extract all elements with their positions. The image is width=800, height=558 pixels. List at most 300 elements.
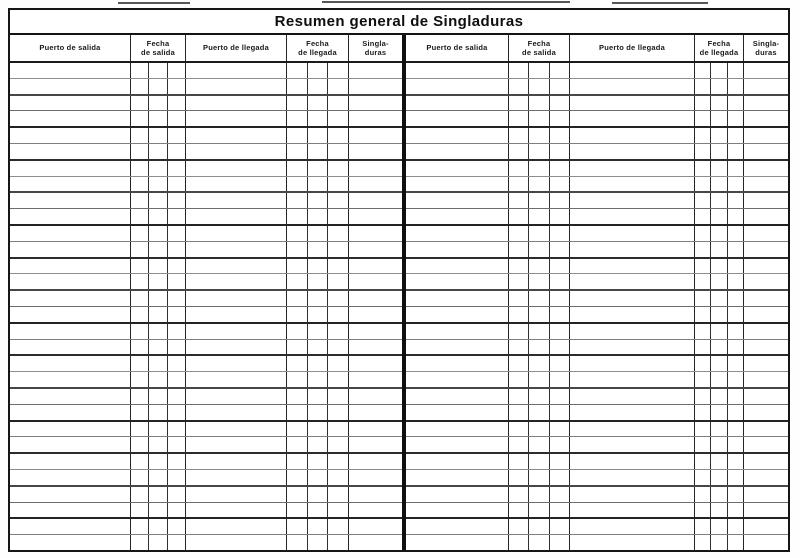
cell-fecha-sub: [167, 519, 185, 534]
cell-puerto-salida: [10, 274, 130, 289]
cell-fecha-sub: [710, 422, 726, 437]
cell-fecha-sub: [131, 422, 148, 437]
cell-fecha-sub: [307, 144, 328, 159]
cell-fecha-salida: [508, 291, 569, 306]
table-row: [10, 420, 402, 437]
table-half-left: [10, 35, 402, 550]
cell-puerto-salida: [10, 96, 130, 111]
table-row: [406, 420, 788, 437]
cell-puerto-salida: [10, 503, 130, 518]
cell-fecha-llegada: [286, 535, 348, 550]
cell-fecha-llegada: [694, 242, 743, 257]
cell-fecha-sub: [695, 161, 710, 176]
cell-puerto-salida: [10, 437, 130, 452]
cell-fecha-sub: [307, 63, 328, 78]
cell-fecha-sub: [287, 161, 307, 176]
cell-fecha-salida: [508, 79, 569, 94]
cell-fecha-sub: [307, 274, 328, 289]
cell-puerto-llegada: [185, 372, 286, 387]
cell-puerto-llegada: [185, 161, 286, 176]
column-header-singladuras: [743, 35, 788, 61]
form-title: Resumen general de Singladuras: [274, 13, 524, 30]
cell-fecha-salida: [508, 437, 569, 452]
cell-puerto-salida: [406, 372, 508, 387]
table-row: [406, 143, 788, 159]
cell-fecha-sub: [710, 242, 726, 257]
cell-fecha-sub: [710, 324, 726, 339]
cell-fecha-sub: [287, 535, 307, 550]
cell-fecha-sub: [287, 405, 307, 420]
cell-fecha-llegada: [286, 437, 348, 452]
cell-fecha-sub: [549, 324, 569, 339]
cell-fecha-salida: [130, 437, 185, 452]
cell-fecha-sub: [148, 209, 166, 224]
cell-fecha-sub: [167, 128, 185, 143]
cell-fecha-salida: [508, 307, 569, 322]
cell-fecha-sub: [549, 307, 569, 322]
cell-fecha-llegada: [694, 226, 743, 241]
cell-fecha-sub: [327, 259, 348, 274]
cell-puerto-salida: [10, 422, 130, 437]
cell-singladuras: [348, 389, 402, 404]
cell-fecha-sub: [148, 177, 166, 192]
cell-fecha-salida: [508, 177, 569, 192]
cell-fecha-sub: [307, 226, 328, 241]
cell-fecha-sub: [131, 454, 148, 469]
cell-fecha-sub: [695, 209, 710, 224]
cell-puerto-salida: [406, 96, 508, 111]
cell-puerto-llegada: [569, 259, 694, 274]
cell-fecha-salida: [130, 389, 185, 404]
table-row: [10, 94, 402, 111]
cell-fecha-llegada: [286, 519, 348, 534]
header-label: Fecha: [146, 38, 170, 48]
cell-fecha-sub: [549, 226, 569, 241]
cell-fecha-llegada: [286, 177, 348, 192]
table-row: [10, 63, 402, 78]
table-row: [406, 289, 788, 306]
cell-fecha-llegada: [286, 487, 348, 502]
cell-fecha-llegada: [694, 274, 743, 289]
cell-puerto-llegada: [569, 177, 694, 192]
cell-fecha-sub: [287, 274, 307, 289]
cell-fecha-salida: [508, 96, 569, 111]
cell-puerto-llegada: [569, 144, 694, 159]
cell-fecha-sub: [549, 487, 569, 502]
cell-puerto-llegada: [569, 274, 694, 289]
cell-fecha-sub: [131, 161, 148, 176]
cell-puerto-salida: [406, 63, 508, 78]
cell-fecha-sub: [148, 487, 166, 502]
cell-fecha-sub: [528, 470, 548, 485]
table-row: [406, 534, 788, 550]
cell-fecha-sub: [287, 226, 307, 241]
cell-fecha-sub: [327, 226, 348, 241]
cell-puerto-salida: [406, 389, 508, 404]
cell-puerto-salida: [10, 226, 130, 241]
cell-fecha-sub: [509, 372, 528, 387]
cell-fecha-salida: [130, 259, 185, 274]
cell-fecha-sub: [695, 193, 710, 208]
cell-fecha-salida: [130, 242, 185, 257]
cell-fecha-sub: [131, 503, 148, 518]
cell-singladuras: [743, 372, 788, 387]
cell-singladuras: [743, 177, 788, 192]
cell-fecha-sub: [695, 535, 710, 550]
cell-singladuras: [743, 128, 788, 143]
cell-puerto-salida: [406, 177, 508, 192]
cell-fecha-sub: [307, 291, 328, 306]
cell-fecha-sub: [528, 111, 548, 126]
table-row: [406, 502, 788, 518]
cell-fecha-llegada: [694, 209, 743, 224]
cell-fecha-llegada: [286, 405, 348, 420]
cell-fecha-sub: [287, 177, 307, 192]
cell-fecha-sub: [167, 356, 185, 371]
table-row: [10, 354, 402, 371]
cell-fecha-sub: [327, 324, 348, 339]
cell-puerto-salida: [10, 487, 130, 502]
cell-fecha-sub: [695, 356, 710, 371]
cell-fecha-sub: [528, 503, 548, 518]
cell-fecha-sub: [528, 177, 548, 192]
cell-fecha-llegada: [286, 209, 348, 224]
cell-puerto-llegada: [185, 111, 286, 126]
table-row: [10, 452, 402, 469]
cell-puerto-llegada: [569, 63, 694, 78]
cell-puerto-llegada: [569, 470, 694, 485]
cell-fecha-sub: [327, 128, 348, 143]
cell-fecha-sub: [327, 144, 348, 159]
cell-fecha-salida: [130, 274, 185, 289]
cell-fecha-sub: [695, 96, 710, 111]
cell-fecha-sub: [148, 389, 166, 404]
cell-puerto-llegada: [185, 274, 286, 289]
cell-fecha-sub: [695, 324, 710, 339]
cell-fecha-llegada: [286, 242, 348, 257]
cell-fecha-sub: [167, 340, 185, 355]
cell-fecha-salida: [508, 519, 569, 534]
cell-fecha-llegada: [286, 226, 348, 241]
cell-fecha-sub: [727, 63, 743, 78]
cell-puerto-llegada: [185, 422, 286, 437]
cell-fecha-sub: [528, 487, 548, 502]
column-header-fecha-llegada: [694, 35, 743, 61]
cell-fecha-sub: [148, 259, 166, 274]
cell-fecha-sub: [307, 535, 328, 550]
cell-fecha-sub: [528, 193, 548, 208]
cell-fecha-sub: [327, 356, 348, 371]
table-row: [406, 78, 788, 94]
cell-fecha-sub: [549, 422, 569, 437]
cell-fecha-sub: [528, 161, 548, 176]
cell-puerto-llegada: [569, 422, 694, 437]
cell-fecha-sub: [710, 291, 726, 306]
cell-fecha-sub: [528, 340, 548, 355]
cell-fecha-salida: [508, 324, 569, 339]
cell-fecha-sub: [710, 535, 726, 550]
cell-puerto-salida: [10, 177, 130, 192]
cell-fecha-sub: [710, 437, 726, 452]
cell-singladuras: [743, 503, 788, 518]
cell-fecha-sub: [287, 470, 307, 485]
cell-fecha-sub: [167, 79, 185, 94]
cell-fecha-sub: [327, 63, 348, 78]
cell-fecha-sub: [131, 535, 148, 550]
cell-singladuras: [743, 356, 788, 371]
cell-fecha-sub: [528, 405, 548, 420]
cell-fecha-sub: [307, 470, 328, 485]
cell-fecha-sub: [307, 454, 328, 469]
cell-puerto-salida: [10, 259, 130, 274]
header-label: Fecha: [527, 38, 551, 48]
cell-fecha-sub: [509, 470, 528, 485]
cell-singladuras: [348, 454, 402, 469]
cell-puerto-llegada: [185, 307, 286, 322]
cell-fecha-sub: [307, 259, 328, 274]
cell-fecha-sub: [727, 177, 743, 192]
cell-puerto-salida: [406, 454, 508, 469]
cell-fecha-sub: [307, 519, 328, 534]
cell-fecha-sub: [307, 79, 328, 94]
cell-fecha-salida: [130, 503, 185, 518]
cell-fecha-llegada: [286, 111, 348, 126]
cell-fecha-sub: [307, 177, 328, 192]
cell-fecha-sub: [509, 307, 528, 322]
cell-fecha-salida: [130, 161, 185, 176]
table-row: [406, 306, 788, 322]
cell-fecha-sub: [695, 487, 710, 502]
cell-fecha-salida: [130, 487, 185, 502]
cell-singladuras: [743, 454, 788, 469]
table-row: [406, 208, 788, 224]
cell-fecha-sub: [727, 111, 743, 126]
cell-fecha-sub: [727, 422, 743, 437]
cell-fecha-salida: [130, 535, 185, 550]
cell-puerto-llegada: [569, 324, 694, 339]
cell-puerto-llegada: [569, 372, 694, 387]
cell-fecha-sub: [695, 422, 710, 437]
header-label: Puerto de salida: [426, 43, 488, 53]
cell-singladuras: [743, 470, 788, 485]
cell-fecha-sub: [695, 405, 710, 420]
cell-puerto-salida: [406, 405, 508, 420]
cell-fecha-llegada: [694, 422, 743, 437]
cell-fecha-salida: [130, 96, 185, 111]
cell-puerto-salida: [406, 128, 508, 143]
cell-fecha-sub: [148, 111, 166, 126]
cell-puerto-salida: [10, 193, 130, 208]
cell-puerto-llegada: [185, 259, 286, 274]
table-row: [10, 306, 402, 322]
table-row: [406, 241, 788, 257]
column-header-puerto-salida: [10, 35, 130, 61]
cell-fecha-sub: [327, 209, 348, 224]
cell-puerto-llegada: [569, 128, 694, 143]
table-row: [10, 387, 402, 404]
cell-fecha-sub: [727, 242, 743, 257]
table-row: [406, 322, 788, 339]
cell-fecha-sub: [528, 274, 548, 289]
cell-puerto-llegada: [569, 503, 694, 518]
cell-fecha-sub: [307, 356, 328, 371]
cell-singladuras: [348, 372, 402, 387]
column-header-puerto-salida: [406, 35, 508, 61]
cell-singladuras: [743, 274, 788, 289]
cell-fecha-salida: [130, 405, 185, 420]
cell-fecha-llegada: [286, 274, 348, 289]
cell-fecha-sub: [509, 291, 528, 306]
cell-fecha-sub: [528, 535, 548, 550]
cell-singladuras: [348, 503, 402, 518]
cell-fecha-llegada: [694, 128, 743, 143]
cell-fecha-sub: [727, 193, 743, 208]
cell-fecha-sub: [509, 487, 528, 502]
table-row: [10, 224, 402, 241]
cell-singladuras: [743, 389, 788, 404]
cell-puerto-llegada: [185, 454, 286, 469]
cell-fecha-llegada: [286, 503, 348, 518]
cell-fecha-sub: [509, 454, 528, 469]
cell-fecha-sub: [509, 405, 528, 420]
cell-singladuras: [743, 209, 788, 224]
cell-fecha-salida: [508, 128, 569, 143]
cell-fecha-sub: [727, 503, 743, 518]
cell-fecha-sub: [148, 372, 166, 387]
cell-puerto-salida: [10, 470, 130, 485]
cell-fecha-salida: [508, 193, 569, 208]
cell-puerto-salida: [406, 356, 508, 371]
header-label: de salida: [522, 48, 556, 57]
cell-fecha-sub: [549, 209, 569, 224]
cell-fecha-salida: [508, 356, 569, 371]
cell-fecha-sub: [148, 193, 166, 208]
cell-fecha-sub: [327, 422, 348, 437]
cell-fecha-sub: [727, 356, 743, 371]
cell-fecha-sub: [148, 324, 166, 339]
cell-fecha-sub: [695, 519, 710, 534]
cell-fecha-sub: [710, 503, 726, 518]
cell-fecha-sub: [307, 405, 328, 420]
cell-fecha-sub: [549, 242, 569, 257]
cell-singladuras: [348, 144, 402, 159]
cell-puerto-llegada: [185, 242, 286, 257]
cell-fecha-sub: [307, 503, 328, 518]
cell-fecha-llegada: [286, 259, 348, 274]
cell-fecha-sub: [710, 161, 726, 176]
table-row: [406, 485, 788, 502]
table-row: [10, 176, 402, 192]
cell-fecha-sub: [131, 340, 148, 355]
cell-fecha-sub: [327, 274, 348, 289]
cell-puerto-salida: [10, 324, 130, 339]
cell-fecha-sub: [727, 340, 743, 355]
cell-fecha-sub: [727, 389, 743, 404]
table-row: [406, 387, 788, 404]
cell-puerto-llegada: [569, 405, 694, 420]
table-row: [10, 517, 402, 534]
cell-fecha-llegada: [694, 340, 743, 355]
cell-fecha-sub: [710, 193, 726, 208]
cell-fecha-sub: [307, 193, 328, 208]
table-body-right: [406, 63, 788, 550]
cell-singladuras: [348, 519, 402, 534]
cell-fecha-sub: [549, 519, 569, 534]
cell-fecha-sub: [167, 274, 185, 289]
cell-fecha-sub: [710, 340, 726, 355]
cell-fecha-llegada: [694, 177, 743, 192]
cell-fecha-sub: [695, 259, 710, 274]
cell-fecha-sub: [167, 161, 185, 176]
cell-fecha-sub: [287, 242, 307, 257]
cell-fecha-sub: [509, 422, 528, 437]
cell-fecha-sub: [167, 111, 185, 126]
header-label: duras: [364, 48, 387, 57]
cell-fecha-sub: [727, 144, 743, 159]
cell-fecha-sub: [549, 389, 569, 404]
cell-singladuras: [348, 340, 402, 355]
cell-puerto-salida: [10, 389, 130, 404]
column-header-puerto-llegada: [185, 35, 286, 61]
table-row: [10, 273, 402, 289]
cell-fecha-sub: [167, 389, 185, 404]
cell-fecha-sub: [287, 79, 307, 94]
cell-fecha-salida: [130, 209, 185, 224]
cell-fecha-sub: [695, 274, 710, 289]
cell-singladuras: [348, 437, 402, 452]
cell-puerto-salida: [406, 259, 508, 274]
cell-puerto-llegada: [185, 340, 286, 355]
cell-fecha-sub: [695, 470, 710, 485]
cell-fecha-sub: [327, 96, 348, 111]
table-row: [406, 273, 788, 289]
cell-fecha-sub: [549, 356, 569, 371]
cell-fecha-salida: [508, 454, 569, 469]
cell-puerto-salida: [406, 291, 508, 306]
cell-singladuras: [348, 291, 402, 306]
cell-singladuras: [348, 470, 402, 485]
cell-fecha-salida: [130, 356, 185, 371]
scan-artifact: [322, 1, 570, 3]
cell-fecha-sub: [327, 193, 348, 208]
cell-fecha-llegada: [694, 324, 743, 339]
cell-fecha-sub: [528, 454, 548, 469]
cell-puerto-llegada: [569, 226, 694, 241]
cell-fecha-llegada: [694, 111, 743, 126]
cell-fecha-sub: [528, 128, 548, 143]
cell-fecha-sub: [710, 209, 726, 224]
cell-fecha-sub: [710, 356, 726, 371]
cell-fecha-sub: [148, 307, 166, 322]
cell-fecha-sub: [327, 340, 348, 355]
table-row: [406, 354, 788, 371]
cell-fecha-llegada: [694, 389, 743, 404]
table-row: [406, 159, 788, 176]
cell-fecha-sub: [167, 535, 185, 550]
cell-singladuras: [743, 226, 788, 241]
cell-fecha-sub: [528, 307, 548, 322]
cell-fecha-sub: [710, 79, 726, 94]
cell-fecha-sub: [148, 242, 166, 257]
cell-fecha-sub: [695, 128, 710, 143]
cell-fecha-sub: [167, 144, 185, 159]
cell-fecha-sub: [549, 111, 569, 126]
cell-fecha-sub: [695, 389, 710, 404]
header-label: Singla-: [362, 38, 389, 48]
cell-fecha-sub: [727, 470, 743, 485]
cell-singladuras: [743, 193, 788, 208]
cell-fecha-sub: [131, 389, 148, 404]
